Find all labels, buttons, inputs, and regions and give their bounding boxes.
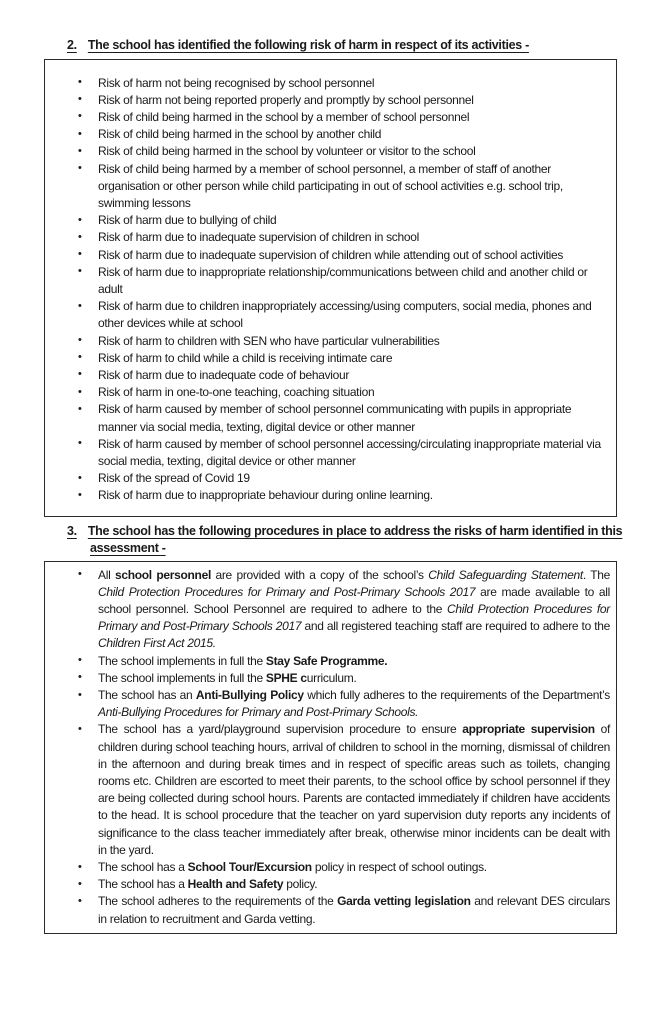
procedure-item	[45, 687, 616, 721]
text-run: The school has a	[98, 860, 188, 875]
risk-item	[45, 264, 616, 298]
risk-item-text: Risk of harm due to children inappropriately accessing/using computers, social media, phones and other devices while at school	[98, 299, 592, 331]
risk-item-text: Risk of harm not being recognised by school personnel	[98, 75, 375, 90]
risk-item	[45, 401, 616, 435]
bullet-icon: •	[78, 248, 82, 261]
text-run: Stay Safe Programme.	[265, 653, 388, 668]
procedure-item-text	[98, 568, 610, 651]
risk-item-text: Risk of harm due to inadequate code of behaviour	[98, 367, 350, 382]
text-run: Garda vetting legislation	[337, 894, 471, 909]
text-run: Children First Act 2015.	[98, 636, 216, 651]
bullet-icon: •	[78, 162, 82, 175]
section-2-heading	[0, 37, 645, 55]
risk-item-text: Risk of harm due to inadequate supervision of children while attending out of school activities	[98, 247, 564, 262]
bullet-icon: •	[78, 860, 82, 873]
bullet-icon: •	[78, 299, 82, 312]
risk-item-text: Risk of harm to children with SEN who have particular vulnerabilities	[98, 333, 440, 348]
text-run: All	[98, 567, 115, 582]
procedure-item	[45, 876, 616, 893]
risk-item	[45, 109, 616, 126]
bullet-icon: •	[78, 127, 82, 140]
text-run: urriculum.	[306, 670, 357, 685]
risk-item-text: Risk of harm due to bullying of child	[98, 213, 277, 228]
risk-item	[45, 126, 616, 143]
text-run: . The	[582, 567, 610, 582]
text-run: The school has a yard/playground supervision procedure to ensure	[98, 722, 463, 737]
bullet-icon: •	[78, 688, 82, 701]
bullet-icon: •	[78, 213, 82, 226]
bullet-icon: •	[78, 437, 82, 450]
text-run: school personnel	[114, 567, 211, 582]
bullet-icon: •	[78, 110, 82, 123]
risk-item	[45, 75, 616, 92]
risk-item	[45, 298, 616, 332]
text-run: Child Safeguarding Statement	[428, 567, 583, 582]
risk-item	[45, 161, 616, 213]
risk-item	[45, 333, 616, 350]
bullet-icon: •	[78, 144, 82, 157]
risk-item	[45, 487, 616, 504]
section-2-title: The school has identified the following risk of harm in respect of its activities -	[87, 38, 529, 52]
section-2-heading-text	[67, 38, 529, 52]
risk-item-text: Risk of the spread of Covid 19	[98, 471, 250, 486]
procedure-item	[45, 893, 616, 927]
procedure-item	[45, 670, 616, 687]
section-3-heading	[0, 523, 645, 558]
risk-item-text: Risk of harm caused by member of school personnel communicating with pupils in appropriate manner via social media, texting, digital device or other manner	[98, 402, 572, 434]
procedure-item-text	[98, 894, 610, 925]
procedure-item	[45, 721, 616, 859]
bullet-icon: •	[78, 351, 82, 364]
risk-item-text: Risk of harm to child while a child is receiving intimate care	[98, 350, 393, 365]
text-run: The school implements in full the	[98, 653, 266, 668]
text-run: Anti-Bullying Policy	[195, 688, 304, 702]
bullet-icon: •	[78, 368, 82, 381]
risk-item-text: Risk of child being harmed in the school by a member of school personnel	[98, 109, 470, 124]
bullet-icon: •	[78, 471, 82, 484]
text-run: which fully adheres to the requirements of the Department’s	[303, 688, 611, 702]
procedure-item-text	[98, 860, 487, 874]
bullet-icon: •	[78, 385, 82, 398]
procedure-item-text	[98, 877, 317, 891]
risk-item	[45, 436, 616, 470]
text-run: The school has an	[98, 688, 196, 702]
procedure-item-text	[98, 688, 610, 719]
risk-item-text: Risk of harm due to inappropriate behaviour during online learning.	[98, 488, 433, 503]
risk-item-text: Risk of harm in one-to-one teaching, coaching situation	[98, 385, 375, 400]
risk-item	[45, 384, 616, 401]
bullet-icon: •	[78, 93, 82, 106]
bullet-icon: •	[78, 265, 82, 278]
procedure-item-text	[98, 722, 610, 856]
section-3-number: 3.	[67, 523, 77, 538]
text-run: The school has a	[98, 877, 188, 892]
risk-item-text: Risk of harm not being reported properly and promptly by school personnel	[98, 92, 474, 107]
procedure-list	[45, 562, 616, 933]
text-run: policy in respect of school outings.	[311, 860, 487, 875]
text-run: are provided with a copy of the school’s	[210, 567, 429, 582]
section-3-title: The school has the following procedures in place to address the risks of harm identified in this assessment -	[87, 523, 623, 556]
bullet-icon: •	[78, 76, 82, 88]
risk-item-text: Risk of harm due to inadequate supervision of children in school	[98, 230, 419, 245]
text-run: Child Protection Procedures for Primary and Post-Primary Schools 2017	[98, 584, 476, 599]
risk-item-text: Risk of harm caused by member of school personnel accessing/circulating inappropriate material via social media, texting, digital device or other manner	[98, 436, 601, 468]
text-run: are made available to all school personnel. School Personnel are required to adhere to the	[98, 584, 610, 616]
text-run: and all registered teaching staff are required to adhere to the	[301, 619, 610, 634]
text-run: Child Protection Procedures for Primary and Post-Primary Schools 2017	[98, 601, 610, 634]
procedure-item	[45, 653, 616, 670]
bullet-icon: •	[78, 230, 82, 243]
bullet-icon: •	[78, 488, 82, 501]
risk-item	[45, 143, 616, 160]
risks-box	[44, 59, 617, 517]
risk-item	[45, 212, 616, 229]
bullet-icon: •	[78, 877, 82, 890]
risk-item-text: Risk of child being harmed in the school by volunteer or visitor to the school	[98, 144, 476, 159]
text-run: The school adheres to the requirements of the	[98, 894, 338, 909]
risk-item-text: Risk of child being harmed in the school by another child	[98, 127, 382, 142]
procedure-paragraph	[45, 567, 616, 653]
procedures-box	[44, 561, 617, 934]
bullet-icon: •	[78, 671, 82, 684]
section-2-number: 2.	[67, 38, 77, 52]
risk-item-text: Risk of harm due to inappropriate relationship/communications between child and another child or adult	[98, 264, 588, 296]
text-run: and relevant DES circulars in relation to recruitment and Garda vetting.	[98, 894, 611, 926]
risk-list	[45, 60, 616, 516]
text-run: appropriate supervision	[462, 722, 595, 737]
text-run: School Tour/Excursion	[187, 860, 312, 875]
bullet-icon: •	[78, 894, 82, 907]
risk-item	[45, 92, 616, 109]
risk-item	[45, 229, 616, 246]
text-run: The school implements in full the	[98, 670, 266, 685]
text-run: policy.	[283, 877, 318, 892]
bullet-icon: •	[78, 654, 82, 667]
text-run: of children during school teaching hours, arrival of children to school in the morning, dismissal of children in the afternoon and during break times and in respect of specific areas such as toilets, changing rooms etc. Children are escorted to meet their parents, to the school office by school personnel if they are being collected during school hours. Parents are contacted immediately if children have accidents to the head. It is school procedure that the teacher on yard supervision duty reports any incidents of significance to the class teacher immediately after break, otherwise minor incidents can be dealt with in the yard.	[98, 722, 610, 857]
bullet-icon: •	[78, 568, 82, 581]
bullet-icon: •	[78, 722, 82, 735]
bullet-icon: •	[78, 334, 82, 347]
procedure-item	[45, 859, 616, 876]
procedure-item-text	[98, 671, 356, 685]
risk-item-text: Risk of child being harmed by a member of school personnel, a member of staff of another organisation or other person while child participating in out of school activities e.g. school trip, swimming lessons	[98, 161, 563, 210]
text-run: SPHE c	[265, 670, 307, 685]
risk-item	[45, 247, 616, 264]
bullet-icon: •	[78, 402, 82, 415]
section-3-heading-text	[67, 524, 622, 556]
risk-item	[45, 367, 616, 384]
risk-item	[45, 350, 616, 367]
procedure-item-text	[98, 654, 387, 668]
text-run: Anti-Bullying Procedures for Primary and Post-Primary Schools.	[98, 705, 419, 720]
text-run: Health and Safety	[187, 877, 284, 892]
risk-item	[45, 470, 616, 487]
